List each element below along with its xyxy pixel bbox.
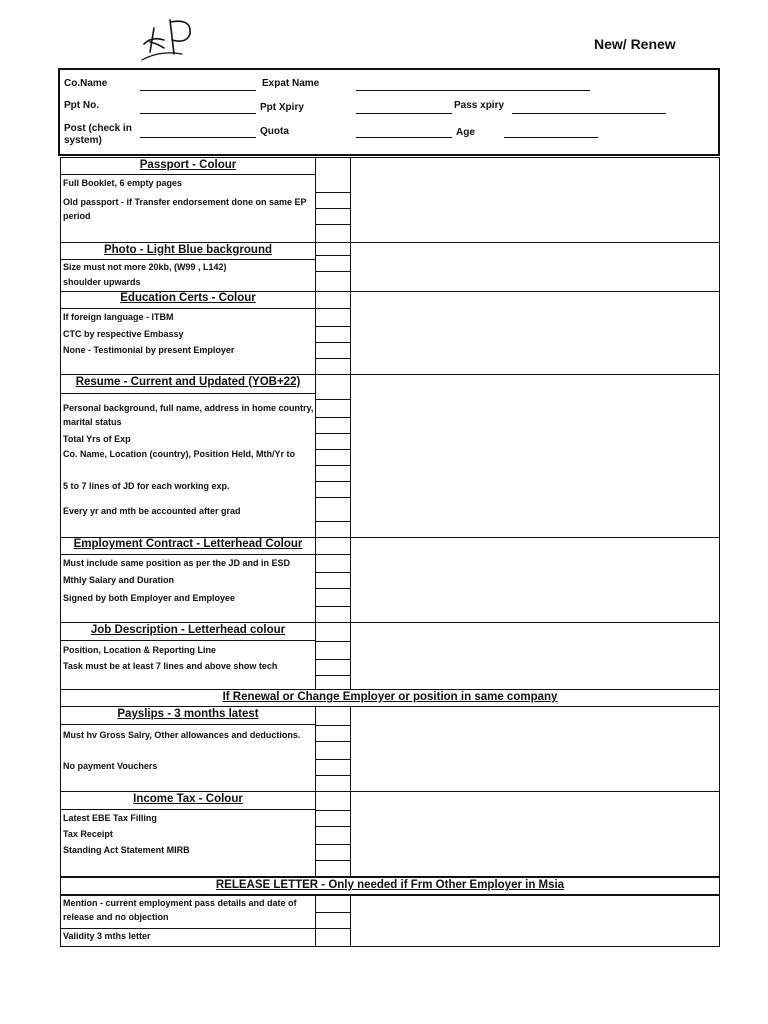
list-item: CTC by respective Embassy [63, 329, 184, 339]
checkbox-column[interactable] [315, 292, 351, 374]
list-item: 5 to 7 lines of JD for each working exp. [63, 481, 230, 491]
list-item: shoulder upwards [63, 277, 141, 287]
section-title: Resume - Current and Updated (YOB+22) [75, 376, 301, 388]
pass-xpiry-label: Pass xpiry [454, 100, 505, 111]
list-item: Every yr and mth be accounted after grad [63, 506, 241, 516]
release-letter-section [60, 895, 720, 947]
renewal-band-text: If Renewal or Change Employer or position in same company [222, 691, 558, 703]
list-item: Mthly Salary and Duration [63, 575, 175, 585]
list-item: Validity 3 mths letter [63, 931, 151, 941]
co-name-field[interactable] [140, 90, 256, 91]
list-item: Must include same position as per the JD and in ESD [63, 558, 291, 568]
checkbox-column[interactable] [315, 896, 351, 946]
list-item: Latest EBE Tax Filling [63, 813, 157, 823]
checkbox-column[interactable] [315, 707, 351, 791]
release-letter-band [60, 877, 720, 895]
ppt-xpiry-label: Ppt Xpiry [260, 102, 304, 113]
checkbox-column[interactable] [315, 792, 351, 876]
list-item: Total Yrs of Exp [63, 434, 131, 444]
list-item: Task must be at least 7 lines and above show tech [63, 661, 278, 671]
section-title: Employment Contract - Letterhead Colour [73, 538, 303, 550]
list-item: Position, Location & Reporting Line [63, 645, 216, 655]
list-item: Mention - current employment pass details and date of release and no objection [63, 898, 297, 922]
quota-field[interactable] [356, 137, 452, 138]
ppt-no-field[interactable] [140, 113, 256, 114]
payslips-section [60, 706, 720, 792]
section-title: Photo - Light Blue background [103, 244, 272, 256]
list-item: Full Booklet, 6 empty pages [63, 178, 183, 188]
expat-name-field[interactable] [356, 90, 590, 91]
photo-section [60, 242, 720, 292]
release-letter-title: RELEASE LETTER [215, 879, 319, 891]
employment-contract-section [60, 537, 720, 623]
ppt-xpiry-field[interactable] [356, 113, 452, 114]
list-item: None - Testimonial by present Employer [63, 345, 235, 355]
list-item: Size must not more 20kb, (W99 , L142) [63, 262, 227, 272]
job-description-section [60, 622, 720, 690]
age-label: Age [456, 127, 475, 138]
post-label: Post (check in system) [64, 123, 132, 146]
list-item: Tax Receipt [63, 829, 113, 839]
form-type-title: New/ Renew [594, 36, 676, 52]
quota-label: Quota [260, 126, 289, 137]
list-item: Must hv Gross Salry, Other allowances and deductions. [63, 730, 301, 740]
pass-xpiry-field[interactable] [512, 113, 666, 114]
ppt-no-label: Ppt No. [64, 100, 99, 111]
list-item: If foreign language - ITBM [63, 312, 174, 322]
list-item: Personal background, full name, address in home country, marital status [63, 403, 314, 427]
section-title: Income Tax - Colour [133, 793, 243, 805]
applicant-info-box [58, 68, 720, 156]
list-item: Old passport - if Transfer endorsement done on same EP period [63, 197, 307, 221]
release-letter-note: - Only needed if Frm Other Employer in Msia [318, 879, 565, 891]
age-field[interactable] [504, 137, 598, 138]
checkbox-column[interactable] [315, 243, 351, 291]
list-item: Standing Act Statement MIRB [63, 845, 190, 855]
passport-section [60, 157, 720, 243]
income-tax-section [60, 791, 720, 877]
section-title: Payslips - 3 months latest [117, 708, 259, 720]
expat-name-label: Expat Name [262, 78, 320, 89]
post-field[interactable] [140, 137, 256, 138]
checkbox-column[interactable] [315, 623, 351, 689]
list-item: No payment Vouchers [63, 761, 158, 771]
checkbox-column[interactable] [315, 538, 351, 622]
section-title: Passport - Colour [139, 159, 237, 171]
list-item: Signed by both Employer and Employee [63, 593, 236, 603]
section-title: Education Certs - Colour [120, 292, 256, 304]
list-item: Co. Name, Location (country), Position Held, Mth/Yr to [63, 449, 296, 459]
checkbox-column[interactable] [315, 158, 351, 242]
renewal-band [60, 689, 720, 707]
co-name-label: Co.Name [64, 78, 108, 89]
resume-section [60, 374, 720, 538]
handwritten-ep-mark [140, 14, 212, 62]
section-title: Job Description - Letterhead colour [90, 624, 286, 636]
education-certs-section [60, 291, 720, 375]
